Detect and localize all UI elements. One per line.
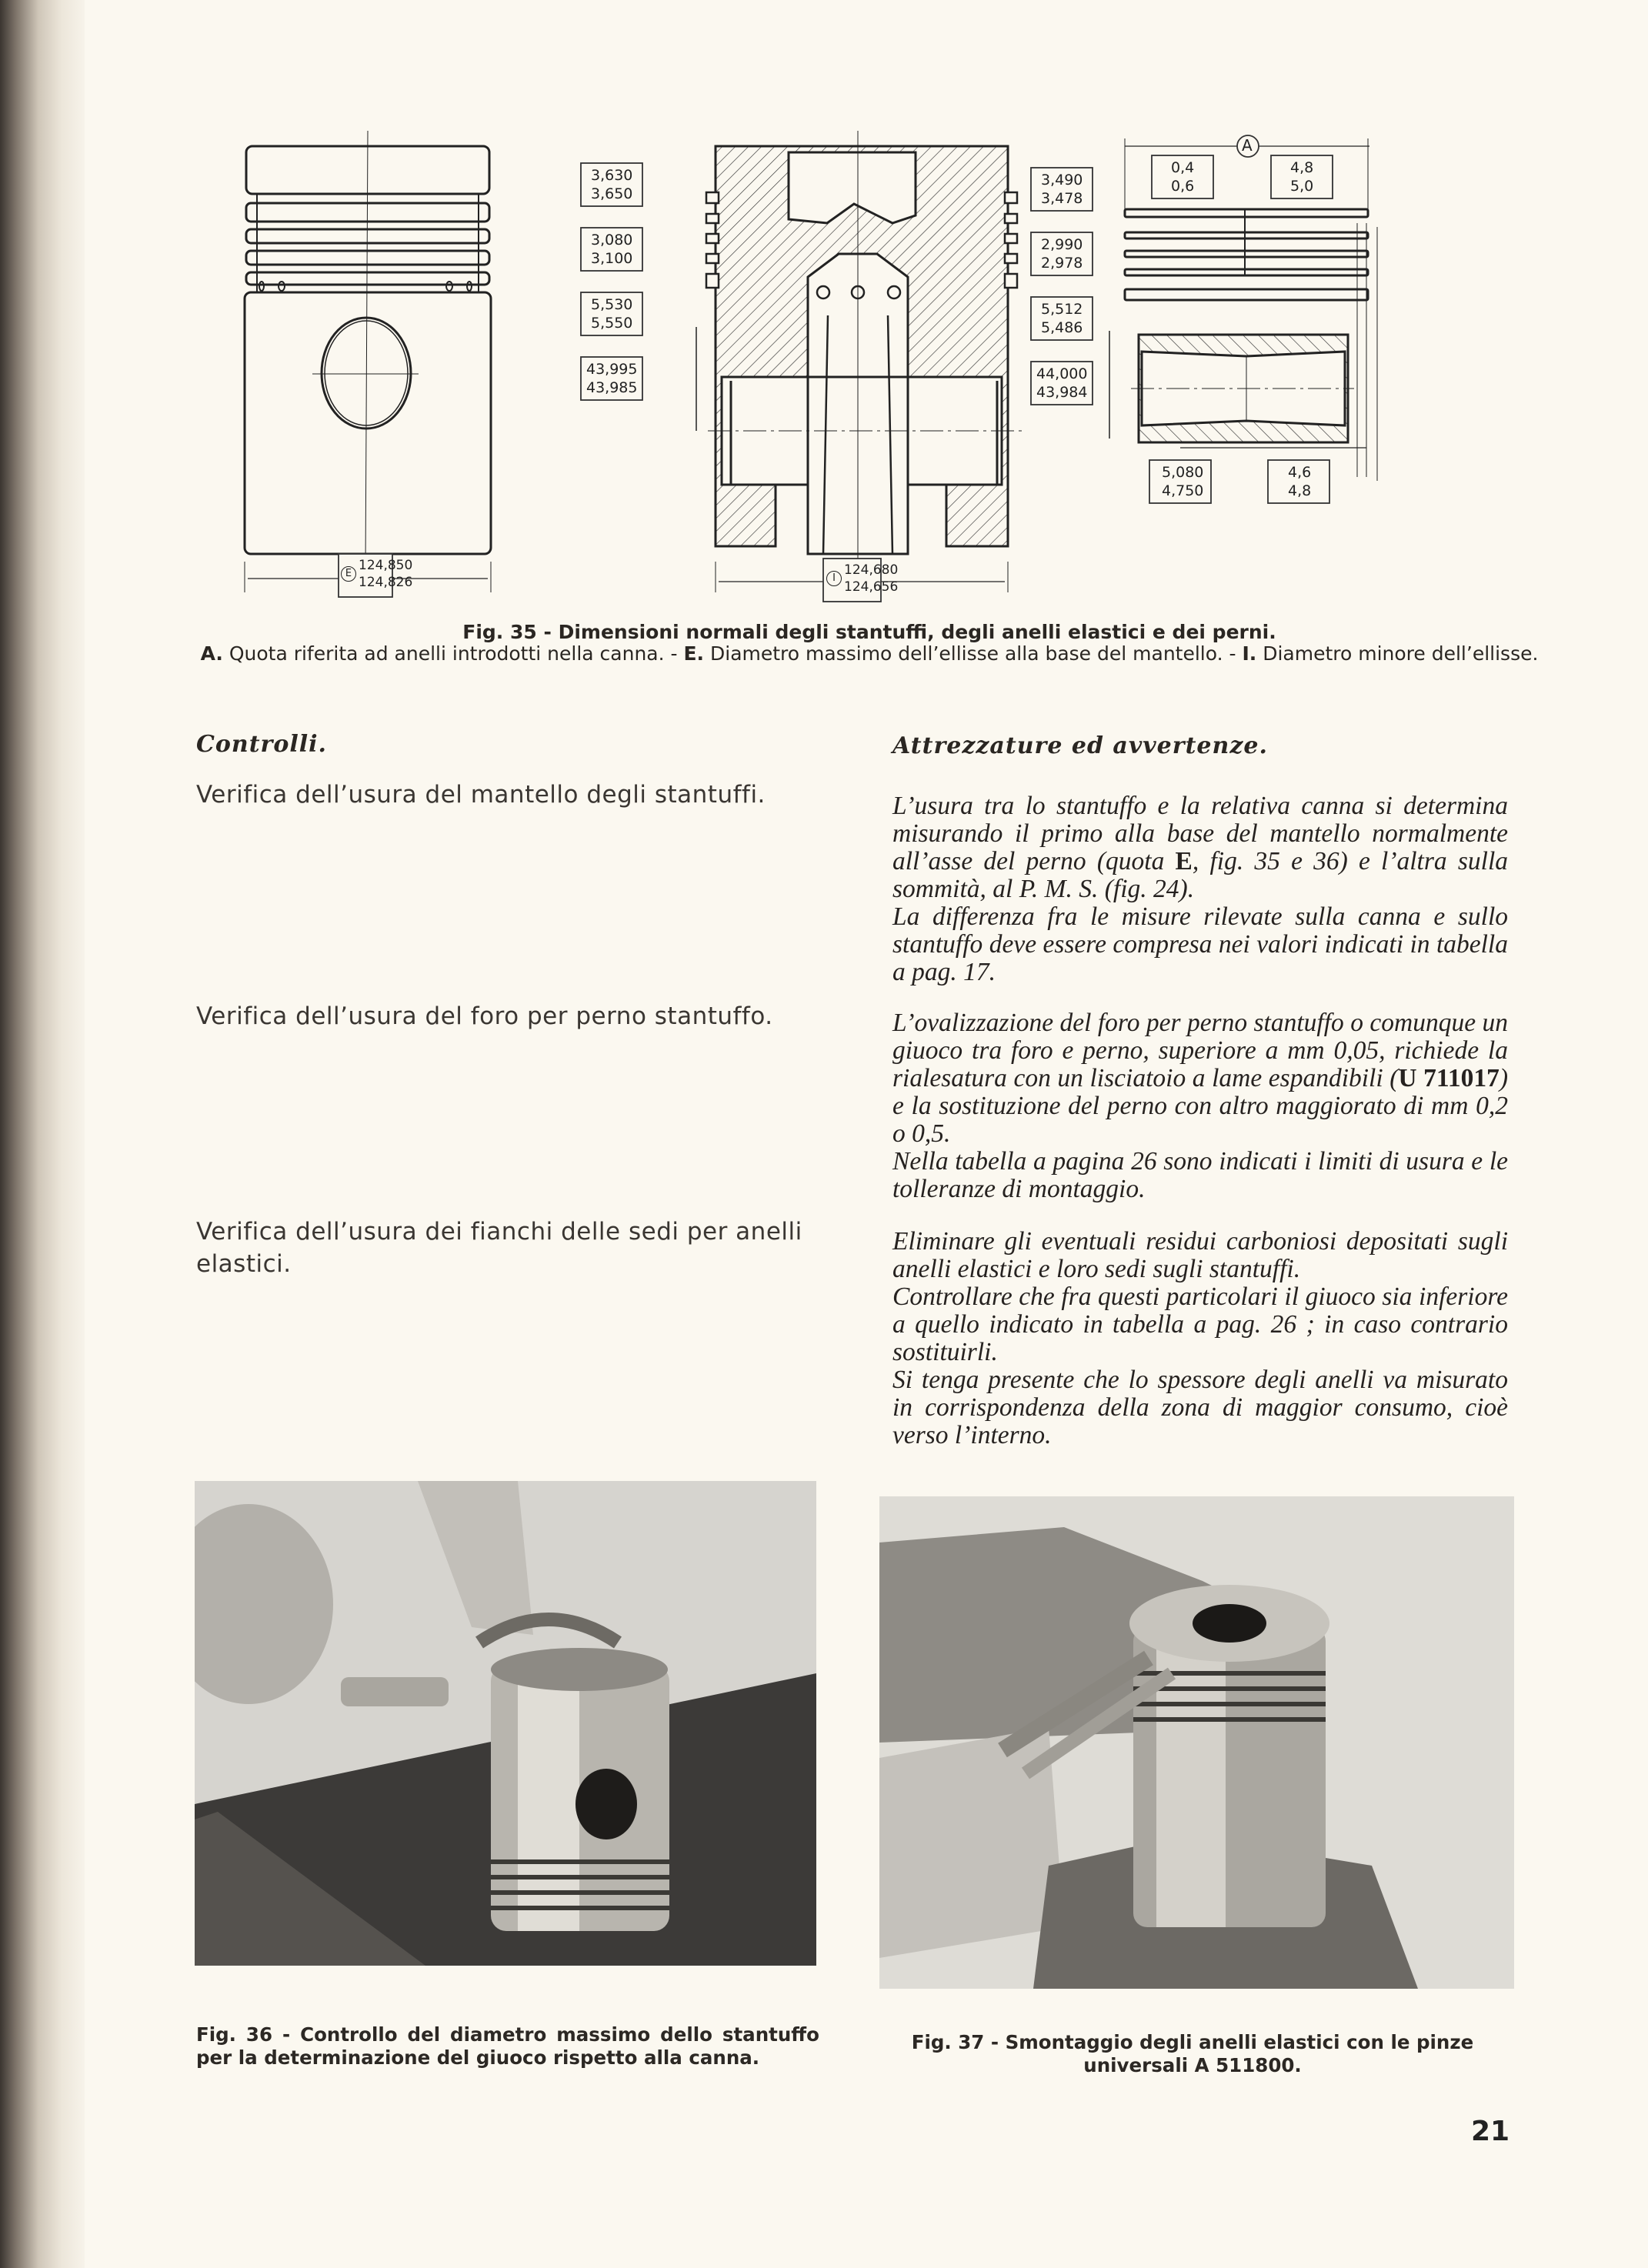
book-binding-shadow: [0, 0, 85, 2268]
check-item: Verifica dell’usura del foro per perno stantuffo.: [196, 1002, 773, 1030]
marker-a: A: [1242, 136, 1253, 155]
paragraph-wear-measurement: L’usura tra lo stantuffo e la relativa canna si determina misurando il primo alla base del mantello normalmente all’asse del perno (quota E, fig. 35 e 36) e l’altra sulla sommità, al P. M. S. (fig. 24). La differenza fra le misure rilevate sulla canna e sullo stantuffo deve essere compresa nei valori indicati in tabella a pag. 17.: [892, 792, 1508, 986]
dim-box-ring-2: 5,512 5,486: [1041, 301, 1083, 336]
dim-box-ring-1: 2,990 2,978: [1041, 236, 1083, 272]
paragraph-ring-grooves: Eliminare gli eventuali residui carboniosi depositati sugli anelli elastici e loro sedi sugli stantuffi. Controllare che fra questi particolari il giuoco sia inferiore a quello indicato in tabella a pag. 26 ; in caso contrario sostituirli. Si tenga presente che lo spessore degli anelli va misurato in corrispondenza della zona di maggior consumo, cioè verso l’interno.: [892, 1227, 1508, 1449]
figure-37-caption: Fig. 37 - Smontaggio degli anelli elastici con le pinze universali A 511800.: [911, 2031, 1474, 2076]
figure-36-photo: [195, 1481, 816, 1966]
marker-i: I: [826, 571, 842, 586]
dim-box-piston-3: 43,995 43,985: [586, 361, 638, 396]
paragraph-pin-hole: L’ovalizzazione del foro per perno stantuffo o comunque un giuoco tra foro e perno, superiore a mm 0,05, richiede la rialesatura con un lisciatoio a lame espandibili (U 711017) e la sostituzione del perno con altro maggiorato di mm 0,2 o 0,5. Nella tabella a pagina 26 sono indicati i limiti di usura e le tolleranze di montaggio.: [892, 1009, 1508, 1203]
dim-box-piston-1: 3,080 3,100: [591, 232, 633, 267]
figure-35-title: Fig. 35 - Dimensioni normali degli stantuffi, degli anelli elastici e dei perni.: [462, 621, 1276, 643]
attrezzature-heading: Attrezzature ed avvertenze.: [892, 732, 1268, 759]
dim-box-ring-0: 3,490 3,478: [1041, 172, 1083, 207]
figure-35-caption: Fig. 35 - Dimensioni normali degli stantuffi, degli anelli elastici e dei perni. A. Quota riferita ad anelli introdotti nella canna. - E. Diametro massimo dell’ellisse alla base del mantello. - I. Diametro minore dell’ellisse.: [185, 622, 1554, 665]
dim-box-gap-0: 0,4 0,6: [1171, 159, 1195, 195]
dim-box-diameter-i: I 124,680 124,656: [826, 562, 898, 595]
dim-box-diameter-e: E 124,850 124,826: [341, 557, 412, 591]
check-item: Verifica dell’usura del mantello degli stantuffi.: [196, 781, 766, 809]
figure-37-photo: [879, 1496, 1514, 1989]
marker-e: E: [341, 566, 356, 582]
page-number: 21: [1471, 2116, 1510, 2147]
dim-box-pin-0: 5,080 4,750: [1162, 464, 1204, 499]
figure-36-caption: Fig. 36 - Controllo del diametro massimo dello stantuffo per la determinazione del giuoco rispetto alla canna.: [196, 2023, 819, 2069]
dim-box-gap-1: 4,8 5,0: [1290, 159, 1314, 195]
check-item: Verifica dell’usura dei fianchi delle sedi per anelli elastici.: [196, 1218, 802, 1278]
dim-box-ring-3: 44,000 43,984: [1036, 365, 1088, 401]
dim-box-pin-1: 4,6 4,8: [1288, 464, 1312, 499]
controlli-heading: Controlli.: [196, 731, 328, 758]
dim-box-piston-0: 3,630 3,650: [591, 167, 633, 202]
figure-35-drawing: [231, 115, 1523, 608]
dim-box-piston-2: 5,530 5,550: [591, 296, 633, 332]
